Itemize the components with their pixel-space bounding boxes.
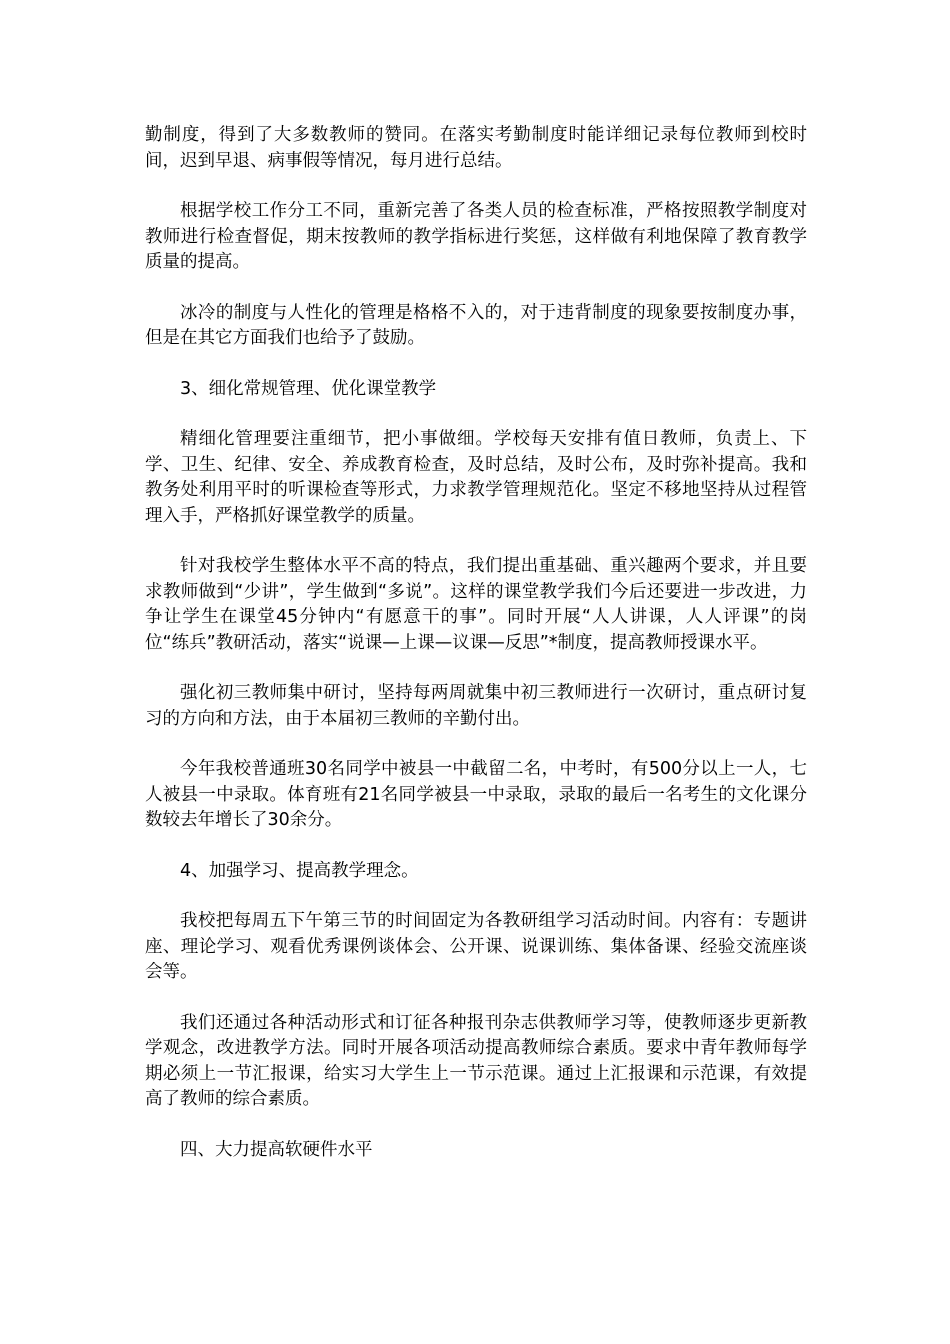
paragraph-3: 冰冷的制度与人性化的管理是格格不入的，对于违背制度的现象要按制度办事，但是在其它方面我们也给予了鼓励。: [145, 302, 807, 348]
paragraph-7: 今年我校普通班30名同学中被县一中截留二名，中考时，有500分以上一人，七人被县一中录取。体育班有21名同学被县一中录取，录取的最后一名考生的文化课分数较去年增长了30余分。: [145, 759, 807, 830]
paragraph-2: 根据学校工作分工不同，重新完善了各类人员的检查标准，严格按照教学制度对教师进行检查督促，期末按教师的教学指标进行奖惩，这样做有利地保障了教育教学质量的提高。: [145, 201, 807, 272]
paragraph-9: 我们还通过各种活动形式和订征各种报刊杂志供教师学习等，使教师逐步更新教学观念，改进教学方法。同时开展各项活动提高教师综合素质。要求中青年教师每学期必须上一节汇报课，给实习大学生上一节示范课。通过上汇报课和示范课，有效提高了教师的综合素质。: [145, 1012, 807, 1109]
document-body: [145, 123, 807, 1188]
section-heading-four: 四、大力提高软硬件水平: [180, 1139, 373, 1160]
section-heading-4: 4、加强学习、提高教学理念。: [180, 860, 419, 881]
paragraph-4: 精细化管理要注重细节，把小事做细。学校每天安排有值日教师，负责上、下学、卫生、纪律、安全、养成教育检查，及时总结，及时公布，及时弥补提高。我和教务处利用平时的听课检查等形式，力求教学管理规范化。坚定不移地坚持从过程管理入手，严格抓好课堂教学的质量。: [145, 429, 807, 526]
section-heading-3: 3、细化常规管理、优化课堂教学: [180, 378, 437, 399]
paragraph-1: 勤制度，得到了大多数教师的赞同。在落实考勤制度时能详细记录每位教师到校时间，迟到早退、病事假等情况，每月进行总结。: [145, 125, 807, 171]
paragraph-5: 针对我校学生整体水平不高的特点，我们提出重基础、重兴趣两个要求，并且要求教师做到“少讲”，学生做到“多说”。这样的课堂教学我们今后还要进一步改进，力争让学生在课堂45分钟内“有愿意干的事”。同时开展“人人讲课，人人评课”的岗位“练兵”教研活动，落实“说课—上课—议课—反思”*制度，提高教师授课水平。: [145, 556, 807, 653]
paragraph-6: 强化初三教师集中研讨，坚持每两周就集中初三教师进行一次研讨，重点研讨复习的方向和方法，由于本届初三教师的辛勤付出。: [145, 683, 807, 729]
paragraph-8: 我校把每周五下午第三节的时间固定为各教研组学习活动时间。内容有：专题讲座、理论学习、观看优秀课例谈体会、公开课、说课训练、集体备课、经验交流座谈会等。: [145, 911, 807, 982]
